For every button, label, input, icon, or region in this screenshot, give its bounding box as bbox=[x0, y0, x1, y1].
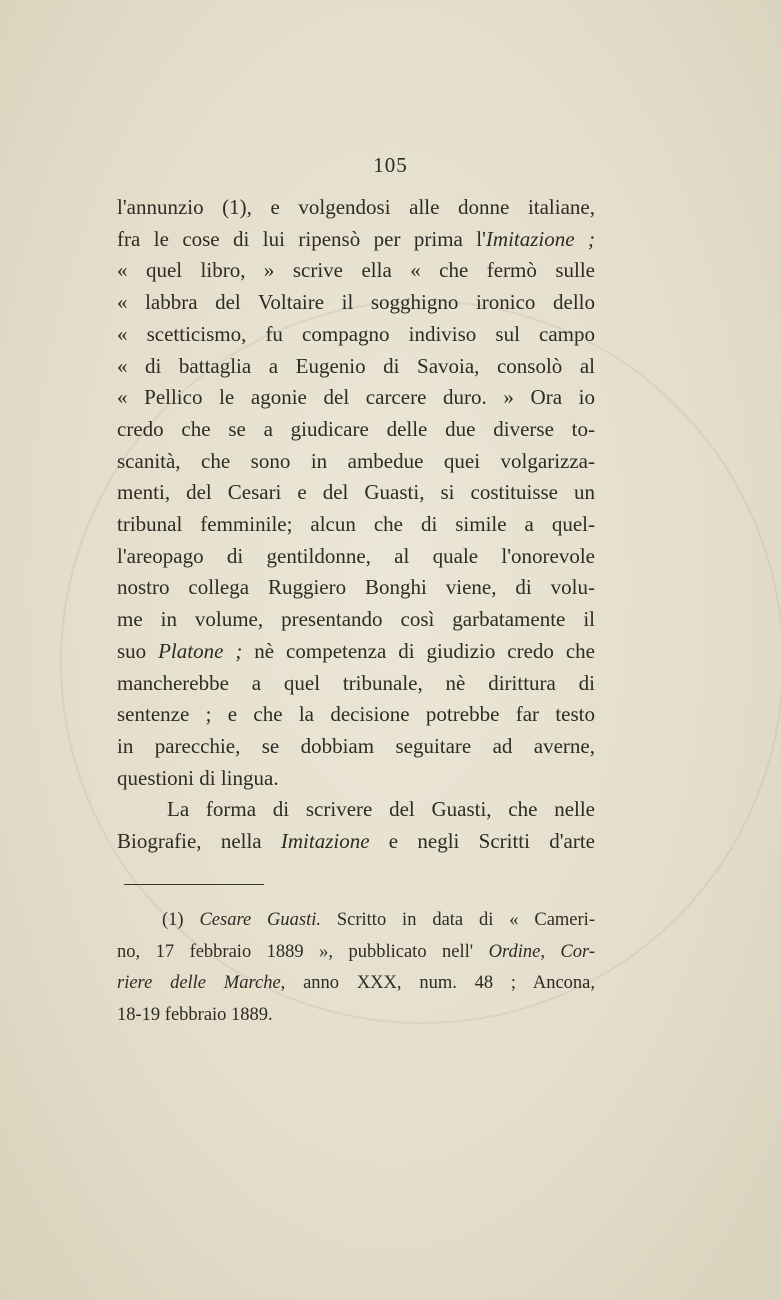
footnote-line bbox=[117, 905, 595, 936]
text-line bbox=[117, 477, 595, 508]
text-segment: me in volume, presentando così garbatamente il bbox=[117, 607, 595, 632]
text-segment: nostro collega Ruggiero Bonghi viene, di volu- bbox=[117, 575, 595, 600]
text-line bbox=[117, 699, 595, 730]
text-segment: no, 17 febbraio 1889 », pubblicato nell' bbox=[117, 941, 489, 962]
footnote-line bbox=[117, 1000, 595, 1031]
text-segment: « labbra del Voltaire il sogghigno ironico dello bbox=[117, 290, 595, 315]
text-segment: , anno XXX, num. 48 ; Ancona, bbox=[280, 973, 595, 993]
text-segment: credo che se a giudicare delle due diverse to- bbox=[117, 416, 595, 441]
text-segment: Scritto in data di « Cameri- bbox=[321, 910, 595, 930]
italic-text: Ordine, Cor- bbox=[488, 941, 595, 962]
text-line bbox=[117, 509, 595, 540]
text-segment: La forma di scrivere del Guasti, che nelle bbox=[167, 797, 595, 822]
text-segment: menti, del Cesari e del Guasti, si costituisse un bbox=[117, 480, 595, 505]
italic-text: Imitazione ; bbox=[485, 226, 595, 251]
text-line bbox=[117, 255, 595, 286]
text-segment: 18-19 febbraio 1889. bbox=[117, 1004, 273, 1025]
italic-text: riere delle Marche bbox=[117, 973, 281, 993]
text-segment: Biografie, nella bbox=[117, 829, 281, 853]
text-line bbox=[117, 319, 595, 350]
text-line bbox=[117, 446, 595, 477]
text-segment: nè competenza di giudizio credo che bbox=[242, 638, 595, 663]
text-line bbox=[117, 224, 595, 255]
text-line bbox=[117, 382, 595, 413]
text-line bbox=[117, 572, 595, 603]
text-line bbox=[117, 192, 595, 223]
text-line bbox=[117, 604, 595, 635]
page-number: 105 bbox=[373, 153, 408, 177]
footnote-line bbox=[117, 968, 595, 999]
text-segment: sentenze ; e che la decisione potrebbe far testo bbox=[117, 702, 595, 727]
footnote-line bbox=[117, 937, 595, 968]
text-line bbox=[117, 541, 595, 572]
text-line bbox=[117, 414, 595, 445]
text-line bbox=[117, 763, 595, 794]
text-segment: mancherebbe a quel tribunale, nè dirittura di bbox=[117, 670, 595, 695]
italic-text: Imitazione bbox=[280, 829, 370, 853]
text-segment: fra le cose di lui ripensò per prima l' bbox=[117, 226, 486, 251]
text-segment: (1) bbox=[162, 910, 200, 930]
text-segment: « quel libro, » scrive ella « che fermò sulle bbox=[117, 258, 595, 283]
text-line bbox=[117, 731, 595, 762]
text-segment: suo bbox=[117, 638, 159, 663]
text-line bbox=[117, 287, 595, 318]
text-segment: tribunal femminile; alcun che di simile a quel- bbox=[117, 512, 595, 536]
text-segment: « scetticismo, fu compagno indiviso sul campo bbox=[117, 321, 595, 346]
text-line bbox=[117, 668, 595, 699]
italic-text: Platone ; bbox=[158, 638, 243, 663]
text-line bbox=[117, 636, 595, 667]
text-segment: questioni di lingua. bbox=[117, 765, 279, 790]
text-segment: l'annunzio (1), e volgendosi alle donne italiane, bbox=[117, 195, 595, 219]
footnote-separator bbox=[124, 884, 264, 885]
text-segment: « Pellico le agonie del carcere duro. » Ora io bbox=[117, 385, 595, 410]
text-segment: e negli Scritti d'arte bbox=[369, 829, 595, 853]
text-segment: scanità, che sono in ambedue quei volgarizza- bbox=[117, 448, 595, 473]
italic-text: Cesare Guasti. bbox=[199, 910, 321, 930]
text-segment: l'areopago di gentildonne, al quale l'onorevole bbox=[117, 543, 595, 568]
text-line bbox=[117, 826, 595, 857]
text-line bbox=[117, 351, 595, 382]
text-line bbox=[117, 794, 595, 825]
text-segment: in parecchie, se dobbiam seguitare ad averne, bbox=[117, 733, 595, 758]
text-segment: « di battaglia a Eugenio di Savoia, consolò al bbox=[117, 353, 595, 378]
